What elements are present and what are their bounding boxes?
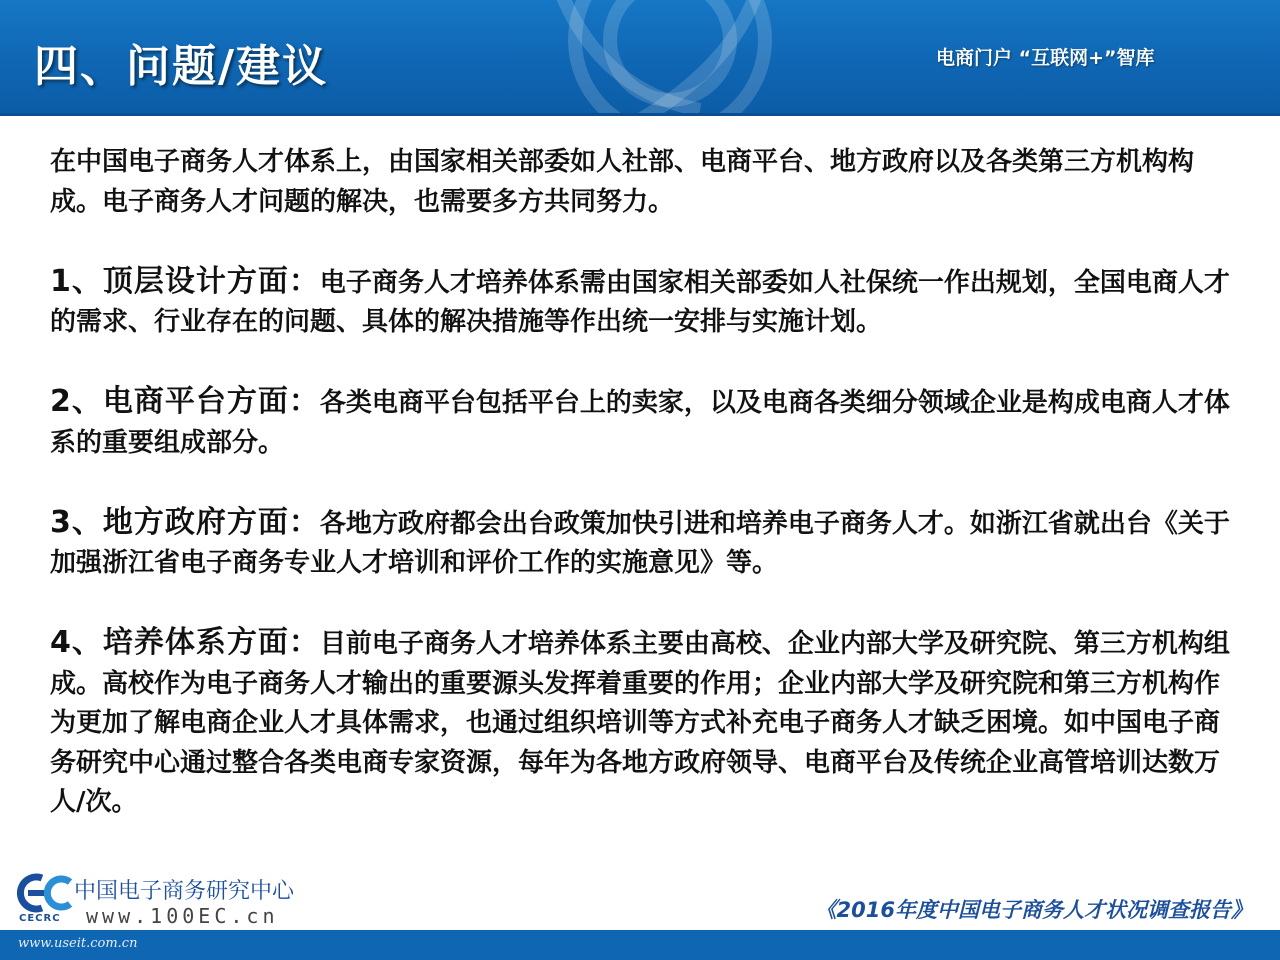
intro-paragraph: 在中国电子商务人才体系上，由国家相关部委如人社部、电商平台、地方政府以及各类第三方机构构成。电子商务人才问题的解决，也需要多方共同努力。 — [50, 147, 1195, 217]
logo-abbreviation: CECRC — [19, 913, 61, 924]
section-heading: 1、顶层设计方面： — [50, 263, 320, 299]
section-training-system — [50, 623, 1242, 823]
section-local-government — [50, 503, 1242, 584]
section-text: 各地方政府都会出台政策加快引进和培养电子商务人才。如浙江省就出台《关于加强浙江省电子商务专业人才培训和评价工作的实施意见》等。 — [50, 508, 1230, 578]
section-top-level-design — [50, 262, 1242, 343]
main-content — [50, 143, 1242, 823]
logo-org-name: 中国电子商务研究中心 — [74, 879, 295, 904]
header-banner — [0, 0, 1280, 116]
section-heading: 2、电商平台方面： — [50, 384, 320, 419]
footer-bar — [0, 930, 1280, 960]
watermark: www.useit.com.cn — [18, 936, 138, 951]
cecrc-logo — [16, 872, 316, 930]
ec-logo-icon — [16, 872, 74, 914]
report-title: 《2016年度中国电子商务人才状况调查报告》 — [815, 898, 1252, 922]
header-tagline: 电商门户 “互联网+”智库 — [936, 47, 1155, 69]
section-text: 目前电子商务人才培养体系主要由高校、企业内部大学及研究院、第三方机构组成。高校作为电子商务人才输出的重要源头发挥着重要的作用；企业内部大学及研究院和第三方机构作为更加了解电商企业人才具体需求，也通过组织培训等方式补充电子商务人才缺乏困境。如中国电子商务研究中心通过整合各类电商专家资源，每年为各地方政府领导、电商平台及传统企业高管培训达数万人/次。 — [50, 629, 1230, 817]
section-text: 各类电商平台包括平台上的卖家，以及电商各类细分领域企业是构成电商人才体系的重要组成部分。 — [50, 388, 1230, 458]
logo-website[interactable]: www.100EC.cn — [86, 904, 279, 928]
section-ecommerce-platform — [50, 382, 1242, 463]
section-heading: 3、地方政府方面： — [50, 504, 320, 540]
section-text: 电子商务人才培养体系需由国家相关部委如人社保统一作出规划，全国电商人才的需求、行业存在的问题、具体的解决措施等作出统一安排与实施计划。 — [50, 267, 1230, 337]
page-title: 四、问题/建议 — [34, 41, 329, 92]
header-divider — [0, 113, 1280, 116]
section-heading: 4、培养体系方面： — [50, 625, 320, 660]
